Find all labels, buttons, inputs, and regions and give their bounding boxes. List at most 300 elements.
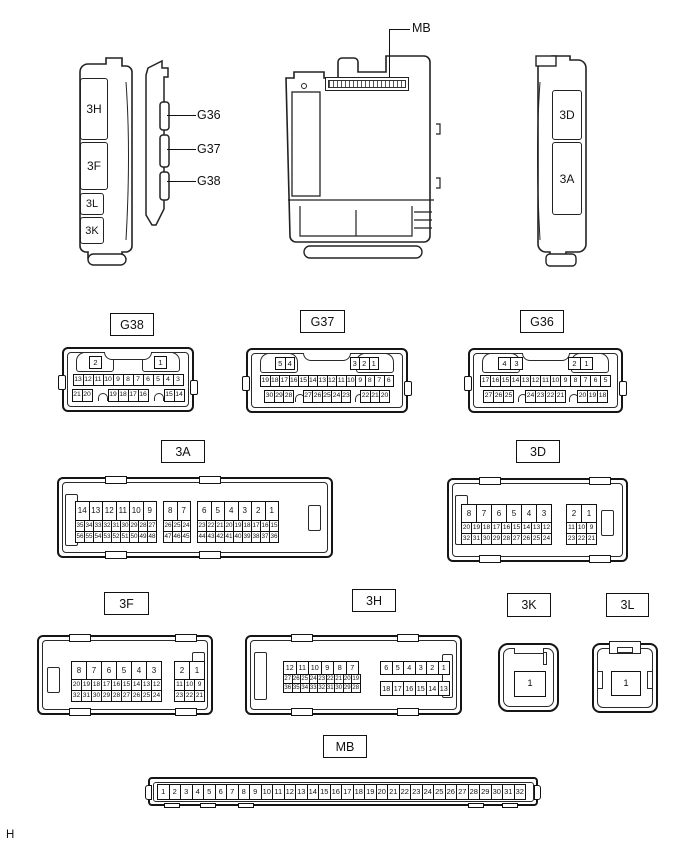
- pin-cell: 16: [501, 522, 512, 534]
- pin-cell: 7: [476, 504, 492, 523]
- keying-tab-bottom: [199, 551, 221, 559]
- pin-cell: 36: [284, 685, 292, 691]
- leader-line-mb-horizontal: [389, 29, 410, 30]
- block-foot: [88, 254, 126, 265]
- pin-cell: 15: [164, 389, 175, 402]
- pin-cell: 42: [215, 531, 225, 543]
- pin-cell: 24: [181, 520, 191, 532]
- pin-cell: 22: [184, 690, 195, 702]
- pin-cell: 22: [576, 533, 587, 545]
- pin-group: [73, 374, 184, 386]
- mb-connector-strip: [325, 77, 409, 91]
- pin-cell: 15: [121, 679, 132, 691]
- pin-cell: 15: [500, 375, 511, 387]
- pin-cell: 45: [181, 531, 191, 543]
- pin-cell: 36: [269, 531, 279, 543]
- pin-cell: 11: [566, 522, 577, 534]
- pin-row: [75, 501, 279, 521]
- pin-cell: 19: [81, 679, 92, 691]
- junction-block-edge-view: [138, 56, 180, 236]
- keying-tab-top: [397, 634, 419, 642]
- pin-cell: 16: [490, 375, 501, 387]
- connector-G38-pinout: [62, 347, 194, 412]
- pin-cell: 6: [101, 661, 117, 680]
- pin-cell: 14: [510, 375, 521, 387]
- pin-cell: 17: [480, 375, 491, 387]
- pin-cell: 43: [206, 531, 216, 543]
- pin-group: [480, 375, 611, 387]
- callout-g37: G37: [197, 142, 221, 156]
- pin-cell: 2: [169, 784, 182, 800]
- pin-cell: 5: [211, 501, 226, 521]
- pin-group: [525, 390, 566, 403]
- pin-cell: 12: [283, 661, 297, 675]
- pin-cell: 28: [501, 533, 512, 545]
- pin-row: [71, 661, 205, 680]
- pin-cell: 29: [129, 520, 139, 532]
- pin-row: [380, 661, 450, 675]
- pin-row: [283, 683, 361, 693]
- keying-tab-top: [479, 477, 501, 485]
- pin-cell: 12: [327, 375, 338, 387]
- keying-tab-bottom: [238, 803, 254, 808]
- pin-cell: 7: [580, 375, 591, 387]
- callout-mb: MB: [412, 21, 431, 35]
- pin-cell: 11: [540, 375, 551, 387]
- connector-bump-g38: [160, 172, 169, 200]
- pin-group: [174, 690, 205, 702]
- pin-cell: 31: [471, 533, 482, 545]
- pin-grid-3H-right: [380, 661, 450, 696]
- pin-cell: 37: [260, 531, 270, 543]
- slot-3L: 3L: [80, 193, 104, 215]
- pin-cell: 20: [343, 676, 351, 682]
- pin-cell: 26: [312, 390, 323, 403]
- pin-cell: 44: [197, 531, 207, 543]
- pin-group: [75, 531, 157, 543]
- pin-cell: 21: [215, 520, 225, 532]
- pin-cell: 2: [251, 501, 266, 521]
- pin-cell: 20: [82, 389, 93, 402]
- pin-grid-G38: [69, 356, 187, 402]
- pin-cell: 53: [102, 531, 112, 543]
- pin-cell: 16: [138, 389, 149, 402]
- pin-group: [483, 390, 514, 403]
- connector-3D-pinout: [447, 478, 628, 562]
- pin-cell: 30: [481, 533, 492, 545]
- pin-group: [197, 501, 279, 521]
- pin-cell: 14: [75, 501, 90, 521]
- pin-cell: 17: [341, 784, 354, 800]
- pin-row: [69, 374, 187, 386]
- pin-cell: 21: [335, 676, 343, 682]
- leader-line-g37: [167, 149, 196, 150]
- pin-cell: 27: [483, 390, 494, 403]
- pin-cell: 11: [296, 661, 310, 675]
- pin-group: [461, 504, 552, 523]
- pin-cell: 9: [355, 375, 366, 387]
- pin-cell: 4: [131, 661, 147, 680]
- pin-row: [380, 681, 450, 696]
- pin-cell: 6: [590, 375, 601, 387]
- pin-cell: 10: [576, 522, 587, 534]
- pin-cell: 7: [177, 501, 192, 521]
- pin-cell: 6: [143, 374, 154, 386]
- pin-cell: 46: [172, 531, 182, 543]
- slot-3K: 3K: [80, 217, 104, 244]
- keying-tab-bottom: [69, 708, 91, 716]
- pin-cell: 1: [580, 357, 593, 370]
- keying-tab-top: [105, 476, 127, 484]
- pin-cell: 15: [511, 522, 522, 534]
- pin-cell: 12: [530, 375, 541, 387]
- pin-cell: 19: [587, 390, 598, 403]
- pin-cell: 3: [536, 504, 552, 523]
- pin-cell: 28: [138, 520, 148, 532]
- pin-cell: 17: [392, 681, 405, 696]
- slot-3H: 3H: [80, 78, 108, 140]
- pin-cell: 25: [322, 390, 333, 403]
- pin-cell: 30: [335, 685, 343, 691]
- pin-cell: 51: [120, 531, 130, 543]
- keying-tab-bottom: [397, 708, 419, 716]
- pin-cell: 17: [491, 522, 502, 534]
- keying-tab-bottom: [589, 555, 611, 563]
- side-slot-right: [647, 671, 653, 689]
- top-keying-notch: [514, 648, 544, 654]
- pin-group: [568, 357, 593, 370]
- pin-cell: 29: [101, 690, 112, 702]
- pin-cell: 9: [143, 501, 158, 521]
- junction-block-right-view: [524, 52, 592, 272]
- pin-cell: 8: [570, 375, 581, 387]
- page-corner-letter: H: [6, 829, 15, 841]
- connector-3H-pinout: [245, 635, 462, 715]
- pin-cell: 11: [174, 679, 185, 691]
- pin-cell: 27: [121, 690, 132, 702]
- pin-cell: 10: [261, 784, 274, 800]
- pin-cell: 8: [461, 504, 477, 523]
- pin-cell: 7: [226, 784, 239, 800]
- edge-view-outline: [138, 56, 180, 236]
- pin-cell: 22: [206, 520, 216, 532]
- end-bracket-left: [254, 652, 267, 700]
- pin-cell: 5: [392, 661, 405, 675]
- pin-cell: 3: [510, 357, 523, 370]
- pin-grid-G36: [475, 357, 616, 403]
- keying-tab-top: [589, 477, 611, 485]
- pin-cell: 28: [352, 685, 360, 691]
- connector-MB-pinout: [148, 777, 538, 806]
- connector-label-G38: G38: [110, 313, 154, 336]
- pin-cell: 12: [102, 501, 117, 521]
- pin-cell: 1: [611, 671, 641, 696]
- pin-cell: 25: [301, 676, 309, 682]
- pin-cell: 52: [111, 531, 121, 543]
- pin-cell: 32: [102, 520, 112, 532]
- pin-cell: 29: [479, 784, 492, 800]
- pin-cell: 35: [292, 685, 300, 691]
- pin-row: [253, 375, 401, 387]
- pin-cell: 18: [353, 784, 366, 800]
- pin-cell: 29: [343, 685, 351, 691]
- pin-cell: 11: [93, 374, 104, 386]
- pin-cell: 18: [380, 681, 393, 696]
- side-nubs: [436, 124, 440, 188]
- pin-cell: 1: [581, 504, 597, 523]
- pin-group: [283, 683, 361, 693]
- pin-group: [157, 784, 526, 800]
- leader-line-g38: [167, 181, 196, 182]
- pin-cell: 14: [307, 784, 320, 800]
- pin-cell: 14: [174, 389, 185, 402]
- pin-cell: 23: [410, 784, 423, 800]
- side-lock-right: [404, 381, 412, 396]
- pin-group: [71, 690, 162, 702]
- slot-3F: 3F: [80, 142, 108, 190]
- pin-group: [89, 356, 102, 369]
- pin-cell: 24: [541, 533, 552, 545]
- pin-row: [71, 690, 205, 702]
- pin-cell: 30: [491, 784, 504, 800]
- pin-cell: 21: [194, 690, 205, 702]
- pin-cell: 7: [346, 661, 360, 675]
- pin-row: [461, 504, 597, 523]
- pin-group: [164, 389, 185, 402]
- pin-row: [253, 357, 401, 370]
- pin-cell: 8: [71, 661, 87, 680]
- pin-cell: 3: [180, 784, 193, 800]
- pin-grid-3F: [71, 661, 205, 702]
- pin-cell: 2: [566, 504, 582, 523]
- pin-cell: 19: [108, 389, 119, 402]
- pin-group: [72, 389, 93, 402]
- side-latch: [601, 510, 614, 536]
- pin-group: [611, 671, 641, 696]
- keying-tab-bottom: [175, 708, 197, 716]
- pin-cell: 4: [498, 357, 511, 370]
- pin-cell: 25: [172, 520, 182, 532]
- pin-cell: 13: [141, 679, 152, 691]
- pin-cell: 54: [93, 531, 103, 543]
- pin-cell: 24: [525, 390, 536, 403]
- pin-cell: 49: [138, 531, 148, 543]
- pin-cell: 14: [521, 522, 532, 534]
- pin-cell: 10: [308, 661, 322, 675]
- connector-label-G36: G36: [520, 310, 564, 333]
- leader-line-g36: [167, 115, 196, 116]
- pin-group: [264, 390, 294, 403]
- pin-row: [283, 661, 361, 675]
- pin-cell: 31: [111, 520, 121, 532]
- connector-label-MB: MB: [323, 735, 367, 758]
- side-lock-left: [242, 376, 250, 391]
- pin-cell: 2: [568, 357, 581, 370]
- pin-grid-3L: [611, 671, 641, 696]
- pin-cell: 20: [376, 784, 389, 800]
- connector-G37-pinout: [246, 348, 408, 413]
- pin-cell: 31: [326, 685, 334, 691]
- pin-cell: 23: [535, 390, 546, 403]
- connector-label-3D: 3D: [516, 440, 560, 463]
- pin-cell: 3: [350, 357, 361, 370]
- pin-cell: 15: [298, 375, 309, 387]
- pin-cell: 17: [101, 679, 112, 691]
- pin-cell: 23: [174, 690, 185, 702]
- pin-cell: 32: [71, 690, 82, 702]
- pin-cell: 9: [560, 375, 571, 387]
- pin-row: [514, 671, 546, 697]
- pin-cell: 26: [131, 690, 142, 702]
- top-lock-notch: [617, 647, 633, 653]
- pin-cell: 26: [445, 784, 458, 800]
- pin-cell: 21: [370, 390, 381, 403]
- pin-cell: 30: [120, 520, 130, 532]
- pin-cell: 14: [131, 679, 142, 691]
- pin-group: [163, 531, 191, 543]
- side-latch: [308, 505, 321, 531]
- pin-row: [475, 375, 616, 387]
- pin-cell: 38: [251, 531, 261, 543]
- pin-cell: 33: [309, 685, 317, 691]
- pin-cell: 13: [89, 501, 104, 521]
- pin-group: [260, 375, 394, 387]
- side-lock-left: [464, 376, 472, 391]
- pin-cell: 7: [374, 375, 385, 387]
- pin-cell: 32: [318, 685, 326, 691]
- pin-cell: 23: [318, 676, 326, 682]
- pin-cell: 34: [301, 685, 309, 691]
- pin-group: [566, 533, 597, 545]
- pin-cell: 20: [577, 390, 588, 403]
- pin-grid-G37: [253, 357, 401, 403]
- pin-cell: 27: [511, 533, 522, 545]
- connector-3K-pinout: [498, 643, 559, 712]
- pin-cell: 23: [341, 390, 352, 403]
- keying-tab-top: [175, 634, 197, 642]
- pin-cell: 24: [151, 690, 162, 702]
- pin-cell: 5: [203, 784, 216, 800]
- pin-cell: 5: [275, 357, 286, 370]
- pin-cell: 4: [192, 784, 205, 800]
- pin-cell: 12: [541, 522, 552, 534]
- pin-grid-3K: [514, 671, 546, 697]
- pin-cell: 25: [433, 784, 446, 800]
- pin-cell: 9: [586, 522, 597, 534]
- pin-cell: 10: [184, 679, 195, 691]
- pin-row: [157, 784, 526, 800]
- pin-cell: 17: [128, 389, 139, 402]
- pin-cell: 18: [270, 375, 281, 387]
- pin-row: [69, 356, 187, 369]
- pin-cell: 16: [289, 375, 300, 387]
- pin-grid-3D: [461, 504, 597, 545]
- connector-bump-g37: [160, 135, 169, 167]
- side-lock-right: [619, 381, 627, 396]
- pin-row: [75, 531, 279, 543]
- pin-cell: 11: [116, 501, 131, 521]
- pin-group: [71, 661, 162, 680]
- keying-tab-bottom: [291, 708, 313, 716]
- pin-cell: 1: [154, 356, 167, 369]
- pin-cell: 13: [520, 375, 531, 387]
- pin-cell: 9: [194, 679, 205, 691]
- pin-cell: 19: [233, 520, 243, 532]
- pin-cell: 18: [242, 520, 252, 532]
- pin-cell: 8: [123, 374, 134, 386]
- pin-cell: 25: [141, 690, 152, 702]
- pin-group: [197, 531, 279, 543]
- strip-pin-hatch: [328, 80, 406, 88]
- connector-3F-pinout: [37, 635, 213, 715]
- pin-cell: 27: [303, 390, 314, 403]
- pin-cell: 26: [493, 390, 504, 403]
- pin-cell: 10: [129, 501, 144, 521]
- pin-cell: 28: [283, 390, 294, 403]
- pin-cell: 17: [251, 520, 261, 532]
- pin-cell: 24: [309, 676, 317, 682]
- pin-cell: 5: [506, 504, 522, 523]
- pin-cell: 26: [292, 676, 300, 682]
- top-tab: [536, 56, 556, 66]
- pin-grid-MB: [157, 784, 526, 800]
- leader-line-mb-vertical: [389, 29, 390, 79]
- pin-cell: 34: [84, 520, 94, 532]
- main-body-foot: [304, 246, 422, 258]
- pin-group: [380, 681, 450, 696]
- pin-group: [461, 533, 552, 545]
- pin-cell: 5: [600, 375, 611, 387]
- pin-cell: 1: [157, 784, 170, 800]
- pin-cell: 6: [380, 661, 393, 675]
- pin-row: [69, 389, 187, 402]
- pin-cell: 4: [224, 501, 239, 521]
- pin-cell: 24: [331, 390, 342, 403]
- pin-group: [75, 501, 157, 521]
- pin-group: [350, 357, 380, 370]
- pin-cell: 6: [491, 504, 507, 523]
- pin-cell: 10: [103, 374, 114, 386]
- pin-row: [253, 390, 401, 403]
- pin-row: [475, 357, 616, 370]
- keying-tab-bottom: [468, 803, 484, 808]
- pin-cell: 1: [438, 661, 451, 675]
- pin-cell: 23: [197, 520, 207, 532]
- pin-cell: 3: [146, 661, 162, 680]
- pin-cell: 18: [597, 390, 608, 403]
- pin-group: [577, 390, 608, 403]
- pin-cell: 16: [403, 681, 416, 696]
- connector-label-3K: 3K: [507, 593, 551, 617]
- pin-cell: 6: [215, 784, 228, 800]
- pin-group: [174, 661, 205, 680]
- pin-cell: 7: [86, 661, 102, 680]
- pin-cell: 20: [71, 679, 82, 691]
- main-body-unit: [278, 48, 442, 268]
- pin-cell: 24: [422, 784, 435, 800]
- pin-cell: 48: [147, 531, 157, 543]
- connector-label-3A: 3A: [161, 440, 205, 463]
- pin-cell: 4: [403, 661, 416, 675]
- pin-cell: 25: [503, 390, 514, 403]
- pin-cell: 32: [514, 784, 527, 800]
- pin-cell: 9: [113, 374, 124, 386]
- pin-cell: 21: [586, 533, 597, 545]
- pin-cell: 25: [531, 533, 542, 545]
- pin-cell: 50: [129, 531, 139, 543]
- pin-cell: 6: [384, 375, 395, 387]
- pin-cell: 18: [481, 522, 492, 534]
